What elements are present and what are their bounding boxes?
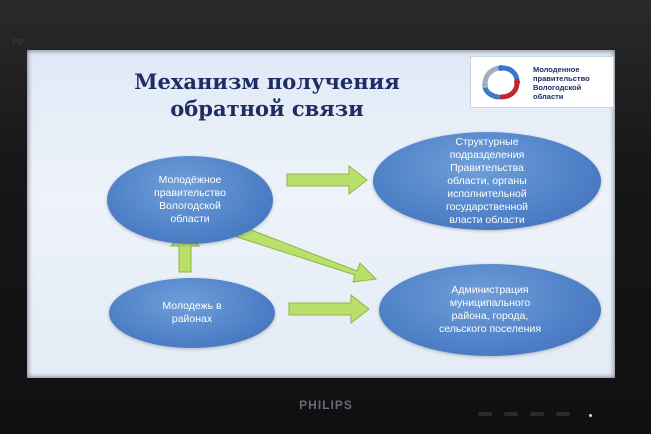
presentation-slide — [27, 50, 615, 378]
node-text-line: области — [170, 213, 210, 225]
node-text-line: правительство — [154, 187, 226, 199]
node-text-line: исполнительной — [447, 187, 527, 200]
node-administration — [379, 264, 601, 356]
node-text-line: области, органы — [447, 174, 527, 187]
node-text-line: государственной — [445, 200, 529, 213]
node-text-line: власти области — [449, 213, 525, 226]
node-text-line: Правительства — [450, 161, 524, 174]
monitor-button[interactable] — [530, 412, 544, 416]
node-text-line: муниципального — [449, 297, 531, 309]
node-text-line: сельского поселения — [438, 323, 542, 335]
node-text-line: Вологодской — [159, 200, 221, 212]
node-text-line: районах — [171, 313, 213, 325]
arrow-districts-to-administration — [289, 295, 369, 323]
monitor-button[interactable] — [478, 412, 492, 416]
node-text-line: района, города, — [451, 310, 529, 322]
monitor-corner-label: PIP — [12, 38, 25, 47]
logo-text-line-3: Вологодской — [533, 83, 582, 92]
slide-title-line-2: обратной связи — [170, 96, 364, 121]
arrow-gov-to-structures — [287, 166, 367, 194]
monitor-button[interactable] — [556, 412, 570, 416]
slide-title-line-1: Механизм получения — [134, 69, 400, 94]
monitor-button[interactable] — [504, 412, 518, 416]
logo-text-line-4: области — [533, 92, 564, 101]
node-structural-divisions — [373, 132, 601, 230]
node-text-line: Молодежь в — [162, 300, 222, 312]
logo-text-line-2: правительство — [533, 74, 590, 83]
node-youth-districts — [109, 278, 275, 348]
logo-text-line-1: Молоденное — [533, 65, 580, 74]
node-text-line: подразделения — [449, 148, 525, 161]
arrow-gov-to-administration — [237, 226, 376, 282]
node-text-line: Администрация — [451, 284, 529, 296]
node-text-line: Молодёжное — [158, 174, 222, 186]
power-led-icon — [589, 414, 592, 417]
node-text-line: Структурные — [455, 135, 519, 148]
monitor-brand-logo: PHILIPS — [299, 398, 353, 412]
node-youth-government — [107, 156, 273, 244]
